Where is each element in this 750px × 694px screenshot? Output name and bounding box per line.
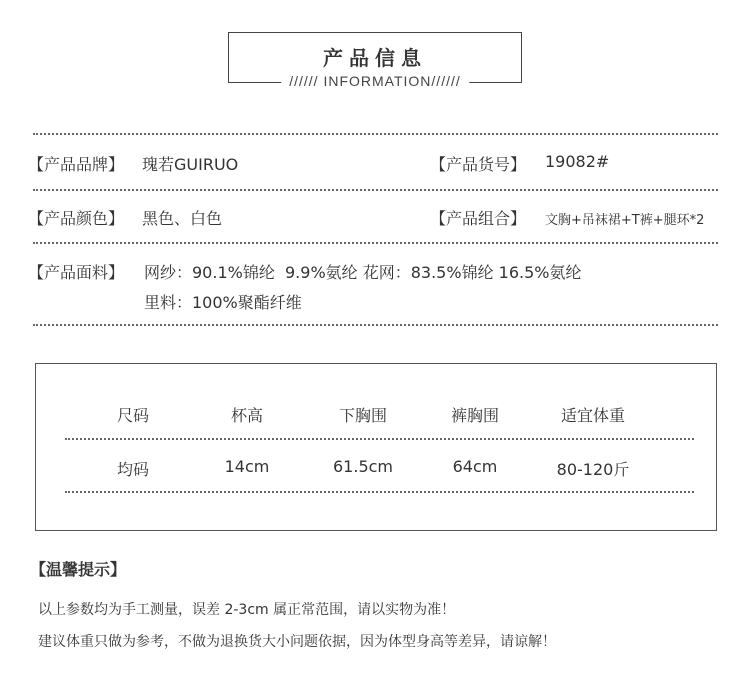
divider-1: [33, 133, 718, 135]
size-header-weight: 适宜体重: [560, 406, 626, 425]
fabric-label: 【产品面料】: [28, 263, 125, 282]
size-value-weight: 80-120斤: [556, 460, 630, 479]
size-header-cup-height: 杯高: [230, 406, 264, 425]
tip-line-2: 建议体重只做为参考，不做为退换货大小问题依据，因为体型身高等差异，请谅解！: [38, 634, 556, 650]
fabric-line-1: 网纱：90.1%锦纶 9.9%氨纶 花网：83.5%锦纶 16.5%氨纶: [144, 263, 582, 282]
size-value-hip: 64cm: [452, 457, 498, 476]
size-header-hip: 裤胸围: [450, 406, 500, 425]
size-header-underbust: 下胸围: [338, 406, 388, 425]
fabric-line-2: 里料：100%聚酯纤维: [144, 293, 302, 312]
page-subtitle: ////// INFORMATION//////: [281, 73, 469, 89]
color-value: 黑色、白色: [142, 209, 223, 228]
size-value-size: 均码: [116, 460, 150, 479]
combo-value: 文胸+吊袜裙+T裤+腿环*2: [545, 213, 705, 228]
tips-title: 【温馨提示】: [30, 560, 127, 579]
color-label: 【产品颜色】: [28, 209, 125, 228]
table-divider-1: [65, 438, 694, 440]
divider-4: [33, 324, 718, 326]
size-table: [35, 363, 717, 531]
combo-label: 【产品组合】: [430, 209, 527, 228]
title-box: [228, 32, 522, 89]
table-divider-2: [65, 491, 694, 493]
page-title: 产品信息: [323, 46, 427, 70]
tip-line-1: 以上参数均为手工测量，误差 2-3cm 属正常范围，请以实物为准！: [38, 602, 456, 618]
size-value-underbust: 61.5cm: [332, 457, 394, 476]
size-value-cup-height: 14cm: [224, 457, 270, 476]
brand-label: 【产品品牌】: [28, 155, 125, 174]
size-header-size: 尺码: [116, 406, 150, 425]
brand-value: 瑰若GUIRUO: [142, 155, 239, 174]
sku-value: 19082#: [545, 152, 610, 171]
divider-3: [33, 242, 718, 244]
sku-label: 【产品货号】: [430, 155, 527, 174]
divider-2: [33, 189, 718, 191]
